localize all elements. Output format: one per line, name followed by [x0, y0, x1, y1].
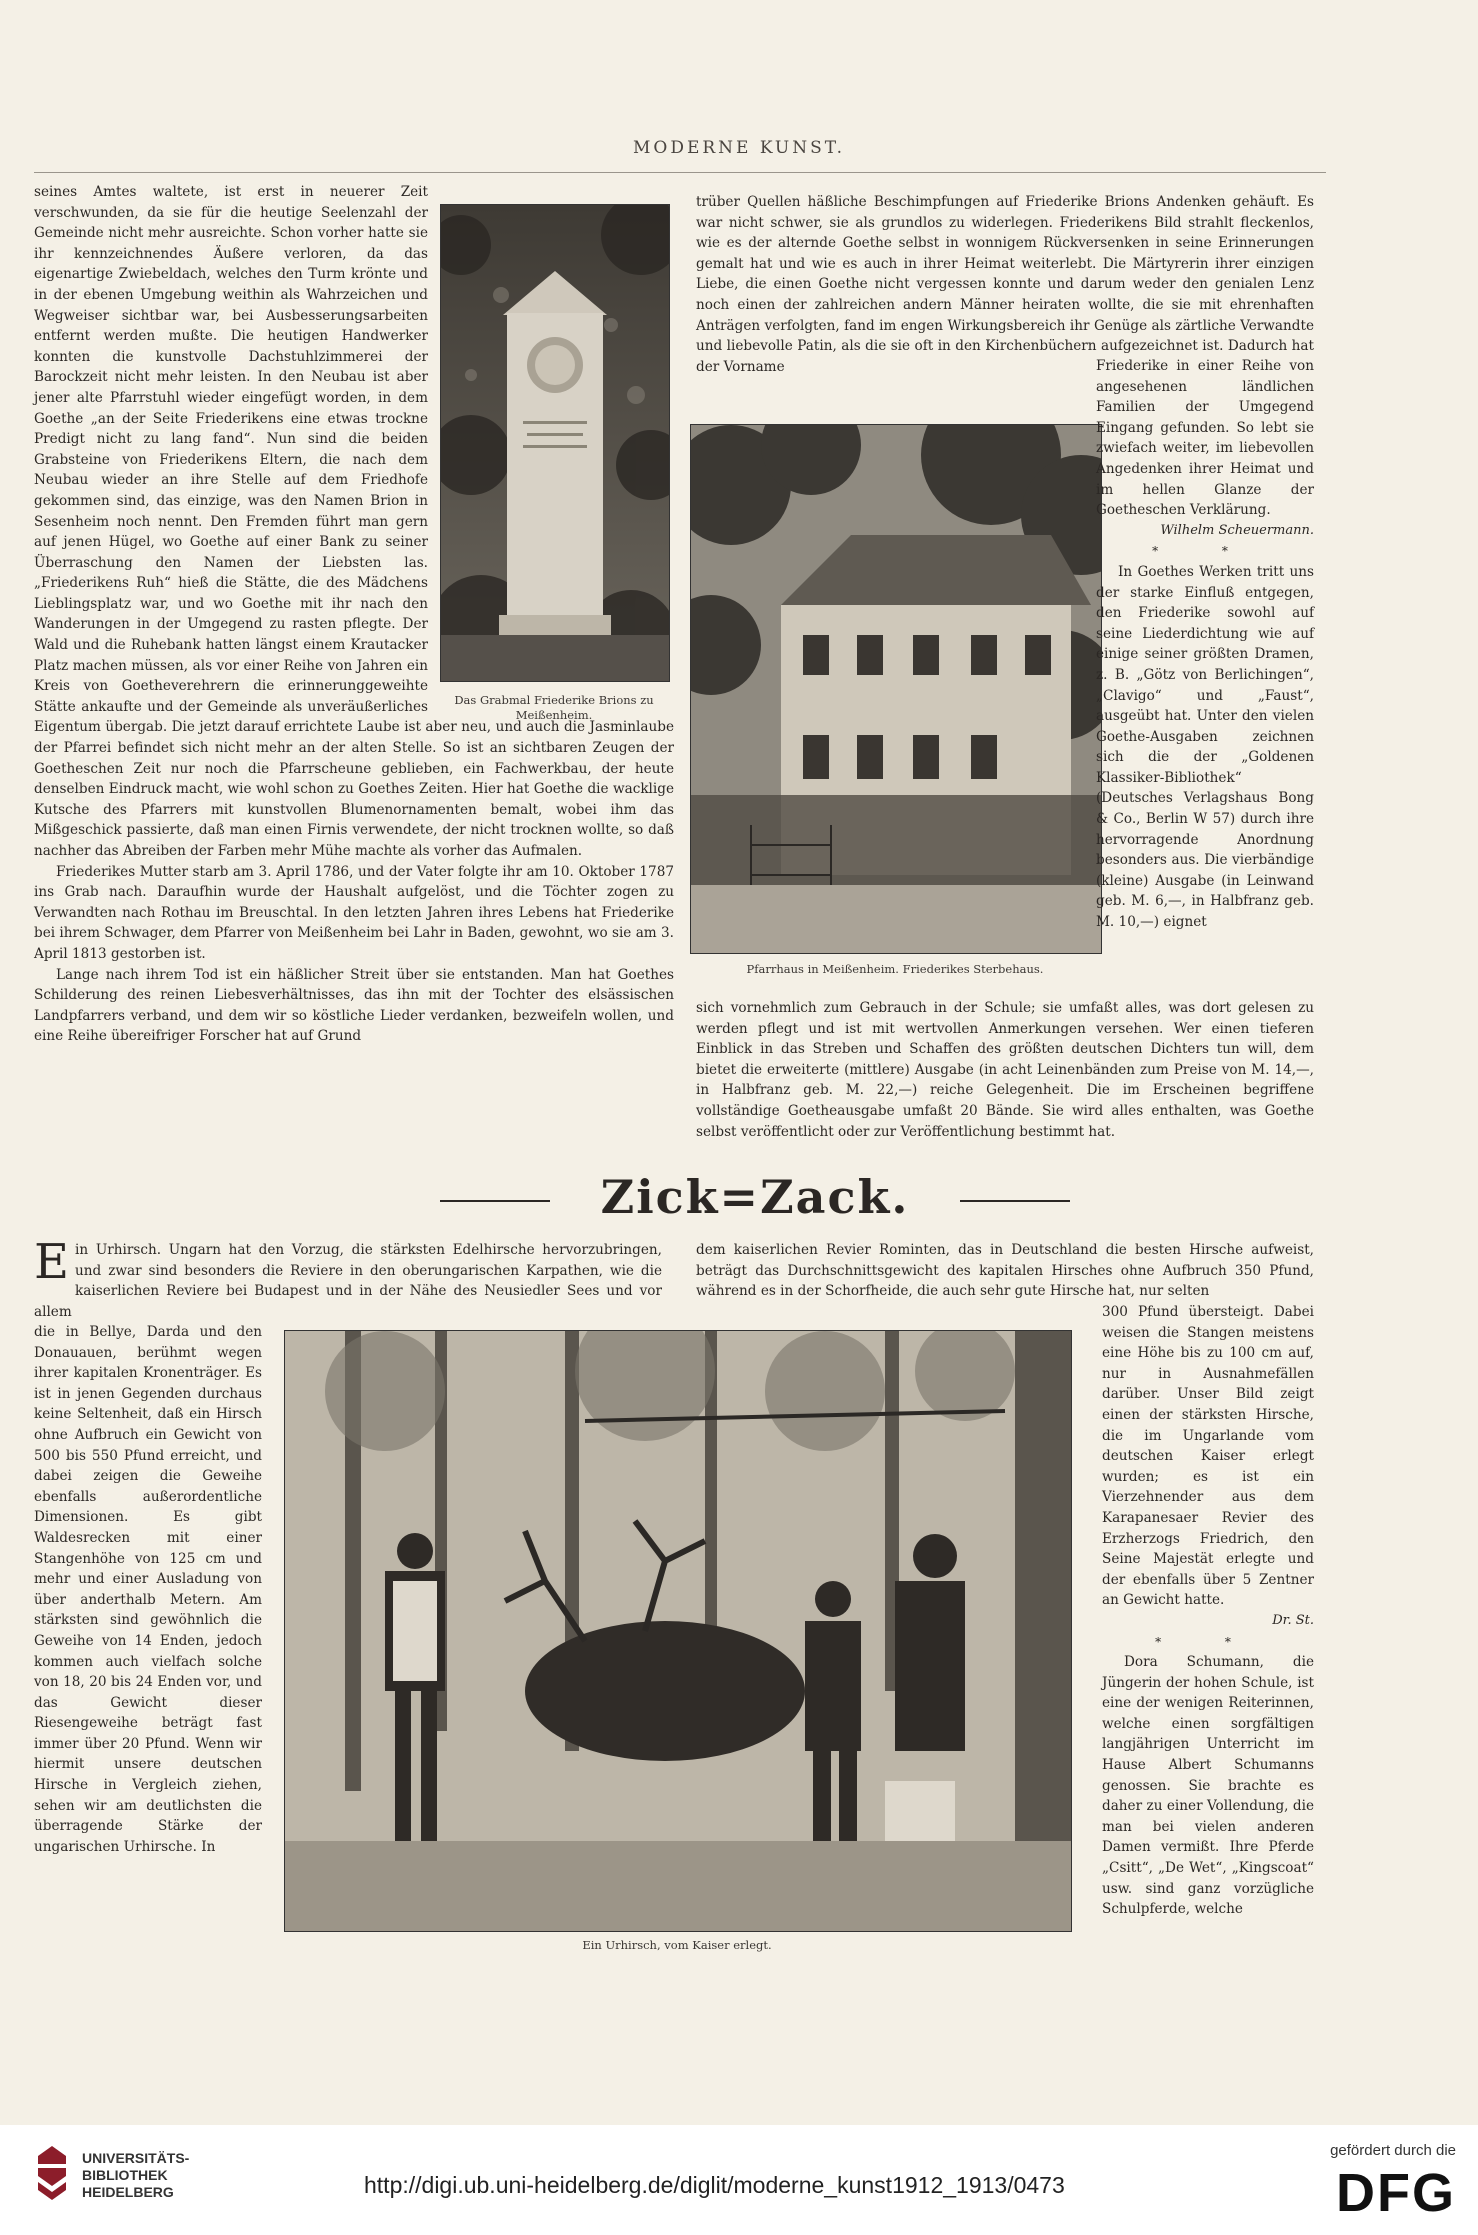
left-paragraph-2: Friederikes Mutter starb am 3. April 1786, und der Vater folgte ihr am 10. Oktober 1787 ins Grab nach. Daraufhin wurde der Haushalt aufgelöst, und die Töchter zogen zu Verwandten nach Rothau im Breuschtal. In den letzten Jahren ihres Lebens hat Friederike bei ihrem Schwager, dem Pfarrer von Meißenheim bei Lahr in Baden, gewohnt, wo sie am 3. April 1813 gestorben ist.: [34, 863, 674, 962]
drop-cap: E: [34, 1234, 70, 1290]
library-name[interactable]: [82, 2150, 189, 2201]
section-title: Zick=Zack.: [600, 1170, 910, 1224]
title-ornament-right: [960, 1200, 1070, 1202]
university-library-logo-icon[interactable]: [34, 2142, 70, 2202]
right-narrow-paragraph-2: In Goethes Werken tritt uns der starke Einfluß entgegen, den Friederike sowohl auf seine Liederdichtung wie auf einige seiner größten Dramen, z. B. „Götz von Berlichingen“, „Clavigo“ und „Faust“, ausgeübt hat. Unter den vielen Goethe-Ausgaben zeichnen sich die der „Goldenen Klassiker-Bibliothek“ (Deutsches Verlagshaus Bong & Co., Berlin W 57) durch ihre hervorragende Anordnung besonders aus. Die vierbändige (kleine) Ausgabe (in Leinwand geb. M. 6,—, in Halbfranz geb. M. 10,—) eignet: [1096, 563, 1314, 931]
source-url-link[interactable]: http://digi.ub.uni-heidelberg.de/diglit/moderne_kunst1912_1913/0473: [364, 2172, 1065, 2198]
stag-illustration: [285, 1331, 1071, 1931]
zz-right-narrow-column: [1102, 1302, 1314, 1920]
section-stars: * *: [1152, 544, 1258, 559]
stag-photo: [284, 1330, 1072, 1932]
header-rule: [34, 172, 1326, 173]
zz-right-narrow-paragraph-1: 300 Pfund übersteigt. Dabei weisen die Stangen meistens eine Höhe bis zu 100 cm auf, nur in Ausnahmefällen darüber. Unser Bild zeigt einen der stärksten Hirsche, die im Ungarlande vom deutschen Kaiser erlegt wurden; es ist ein Vierzehnender aus dem Karapanesaer Revier des Erzherzogs Friedrich, den Seine Majestät erlegte und der ebenfalls über 5 Zentner an Gewicht hatte.: [1102, 1304, 1314, 1609]
running-title: MODERNE KUNST.: [632, 138, 846, 158]
grave-photo: [440, 204, 670, 682]
signature-scheuermann: Wilhelm Scheuermann.: [1160, 522, 1314, 538]
zz-right-top-text: dem kaiserlichen Revier Rominten, das in Deutschland die besten Hirsche aufweist, beträgt das Durchschnittsgewicht des kapitalen Hirsches ohne Aufbruch 350 Pfund, während es in der Schorfheide, die auch sehr gute Hirsche hat, nur selten: [696, 1242, 1314, 1300]
zz-left-top-text: [34, 1234, 662, 1322]
funded-by-label: gefördert durch die: [1330, 2142, 1456, 2159]
library-name-line-1: UNIVERSITÄTS-: [82, 2150, 190, 2166]
parsonage-illustration: [691, 425, 1101, 953]
zz-left-top-paragraph: in Urhirsch. Ungarn hat den Vorzug, die stärksten Edelhirsche hervorzubringen, und zwar sind besonders die Reviere in den oberungarischen Karpathen, wie die kaiserlichen Reviere bei Budapest und in der Nähe des Neusiedler Sees und vor allem: [34, 1242, 662, 1320]
left-paragraph-1: seines Amtes waltete, ist erst in neuerer Zeit verschwunden, da sie für die heutige Seelenzahl der Gemeinde nicht mehr ausreichte. Schon vorher hatte sie ihr kennzeichnendes Äußere verloren, da das eigenartige Zwiebeldach, welches den Turm krönte und in der ebenen Umgebung weithin als Wahrzeichen und Wegweiser sichtbar war, bei Ausbesserungsarbeiten entfernt werden mußte. Die heutigen Handwerker konnten die kunstvolle Dachstuhlzimmerei der Barockzeit nicht mehr leisten. In den Neubau ist aber jener alte Pfarrstuhl wieder eingefügt worden, in dem Goethe „an der Seite Friederikens eine etwas trockne Predigt nicht zu lang fand“. Nun sind die beiden Grabsteine von Friederikens Eltern, die nach dem Neubau wieder an ihre Stelle auf dem Friedhofe gekommen sind, das einzige, was den Namen Brion in Sesenheim noch nennt. Den Fremden führt man gern auf jenen Hügel, wo Goethe auf einer Bank zu seiner Überraschung den Namen der Liebsten las. „Friederikens Ruh“ hieß die Stätte, die des Mädchens Lieblingsplatz war, und wo Goethe mit ihr nach den Wanderungen in der Umgegend zu rasten pflegte. Der Wald und die Ruhebank hatten längst einem Krautacker Platz machen müssen, als vor einer Reihe von Jahren ein Kreis von Goetheverehrern die erinnerunggeweihte Stätte ankaufte und der Gemeinde als unveräußerliches Eigentum übergab. Die jetzt darauf errichtete Laube ist aber neu, und auch die Jasminlaube der Pfarrei befindet sich nicht mehr an der alten Stelle. So ist an sichtbaren Zeugen der Goetheschen Zeit nur noch die Pfarrscheune geblieben, ein Fachwerkbau, der heute denselben Eindruck macht, wie wohl schon zu Goethes Zeiten. Hier hat Goethe die wacklige Kutsche des Pfarrers mit kunstvollen Blumenornamenten bemalt, wobei ihm das Mißgeschick passierte, daß man einen Firnis verwendete, der nicht trocknen wollte, so daß nachher das Abreiben der Farben mehr Mühe machte als vorher das Aufmalen.: [34, 184, 674, 859]
parsonage-photo: [690, 424, 1102, 954]
right-top-text: trüber Quellen häßliche Beschimpfungen auf Friederike Brions Andenken gehäuft. Es war nicht schwer, sie als grundlos zu widerlegen. Friederikens Bild strahlt fleckenlos, wie es der alternde Goethe selbst in wonnigem Rückversenken in seine Erinnerungen gemalt hat und wie es auch in ihrer Heimat weiterlebt. Die Märtyrerin ihrer einzigen Liebe, die einen Goethe nicht vergessen konnte und darum weder den genialen Lenz noch einen der zahlreichen andern Männer heiraten wollte, die sie mit ehrenhaften Anträgen verfolgten, fand im engen Wirkungsbereich ihr Genüge als zärtliche Verwandte und liebevolle Patin, als die sie oft in den Kirchenbüchern aufgezeichnet ist. Dadurch hat der Vorname: [696, 194, 1314, 375]
right-narrow-column: [1096, 356, 1314, 933]
grave-caption: Das Grabmal Friederike Brions zu Meißenheim.: [454, 693, 654, 722]
library-name-line-3: HEIDELBERG: [82, 2184, 174, 2200]
section-stars-2: * *: [1155, 1634, 1261, 1649]
zz-right-narrow-paragraph-2: Dora Schumann, die Jüngerin der hohen Schule, ist eine der wenigen Reiterinnen, welche einen sorgfältigen langjährigen Unterricht im Hause Albert Schumanns genossen. Sie brachte es daher zu einer Vollendung, die man bei vielen anderen Damen vermißt. Ihre Pferde „Csitt“, „De Wet“, „Kingscoat“ usw. sind ganz vorzügliche Schulpferde, welche: [1102, 1654, 1314, 1918]
section-title-block: [420, 1170, 1090, 1230]
grave-illustration: [441, 205, 669, 681]
parsonage-caption: Pfarrhaus in Meißenheim. Friederikes Sterbehaus.: [746, 962, 1044, 976]
library-name-line-2: BIBLIOTHEK: [82, 2167, 168, 2183]
stag-caption: Ein Urhirsch, vom Kaiser erlegt.: [582, 1938, 772, 1952]
dfg-logo[interactable]: DFG: [1336, 2163, 1456, 2223]
zz-left-narrow-column: die in Bellye, Darda und den Donauauen, berühmt wegen ihrer kapitalen Kronenträger. Es ist in jenen Gegenden durchaus keine Seltenheit, daß ein Hirsch ohne Aufbruch ein Gewicht von 500 bis 550 Pfund erreicht, und dabei zeigen die Geweihe ebenfalls außerordentliche Dimensionen. Es gibt Waldesrecken mit einer Stangenhöhe von 125 cm und mehr und einer Ausladung von über anderthalb Metern. Am stärksten sind gewöhnlich die Geweihe von 14 Enden, jedoch kommen auch vielfach solche von 18, 20 bis 24 Enden vor, und das Gewicht dieser Riesengeweihe beträgt fast immer über 20 Pfund. Wenn wir hiermit unsere deutschen Hirsche in Vergleich ziehen, sehen wir am deutlichsten die überragende Stärke der ungarischen Urhirsche. In: [34, 1324, 262, 1855]
right-narrow-paragraph-1: Friederike in einer Reihe von angesehenen ländlichen Familien der Umgegend Eingang gefunden. So lebt sie zwiefach weiter, im liebevollen Angedenken ihrer Heimat und im hellen Glanze der Goetheschen Verklärung.: [1096, 358, 1314, 519]
left-paragraph-3: Lange nach ihrem Tod ist ein häßlicher Streit über sie entstanden. Man hat Goethes Schilderung des reinen Liebesverhältnisses, das ihn mit der Tochter des elsässischen Landpfarrers verband, und dem wir so köstliche Lieder verdanken, bezweifeln wollen, und eine Reihe übereifriger Forscher hat auf Grund: [34, 966, 674, 1045]
right-bottom-text: sich vornehmlich zum Gebrauch in der Schule; sie umfaßt alles, was dort gelesen zu werden pflegt und ist mit wertvollen Anmerkungen versehen. Wer einen tieferen Einblick in das Streben und Schaffen des größten deutschen Dichters tun will, dem bietet die erweiterte (mittlere) Ausgabe (in acht Leinenbänden zum Preise von M. 14,—, in Halbfranz geb. M. 22,—) reiche Gelegenheit. Die im Erscheinen begriffene vollständige Goetheausgabe umfaßt 20 Bände. Sie wird alles enthalten, was Goethe selbst veröffentlicht oder zur Veröffentlichung bestimmt hat.: [696, 1000, 1314, 1140]
signature-dr-st: Dr. St.: [1272, 1612, 1314, 1628]
title-ornament-left: [440, 1200, 550, 1202]
